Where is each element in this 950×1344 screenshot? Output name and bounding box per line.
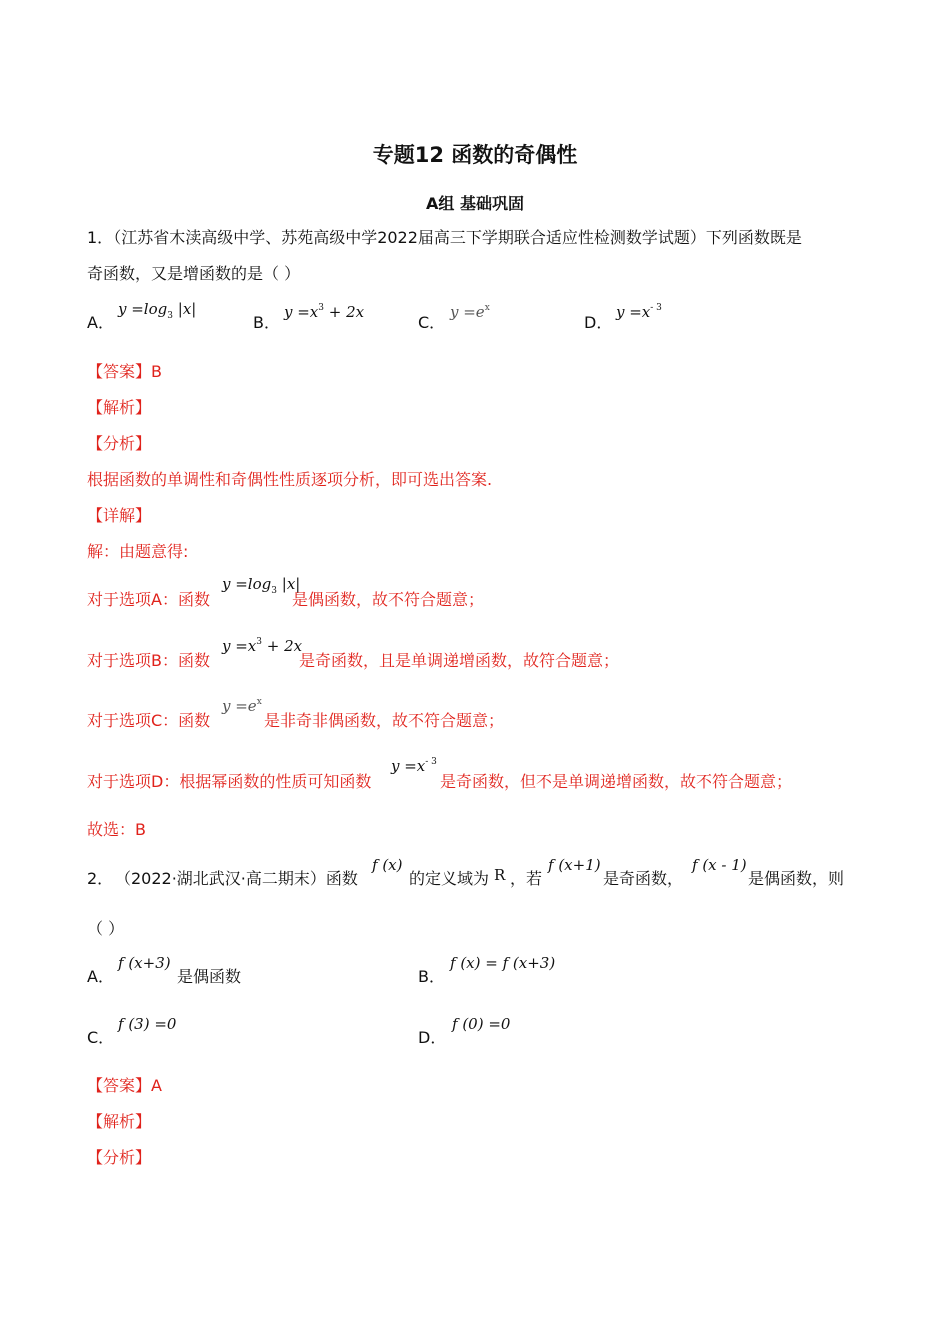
q2-fenxi-heading: 【分析】 bbox=[87, 1148, 152, 1167]
q2-option-a-text: 是偶函数 bbox=[177, 967, 242, 986]
q2-option-a-label: A． bbox=[87, 967, 114, 986]
q2-stem-c: ，若 bbox=[510, 869, 543, 888]
q1-detail-d-math: $y =x^{- 3}$ bbox=[391, 757, 437, 775]
q1-answer: 【答案】B bbox=[87, 362, 162, 381]
q2-math-r: R bbox=[494, 866, 506, 884]
q2-math-fx1: f (x+1) bbox=[548, 856, 601, 874]
q1-solve-intro: 解：由题意得: bbox=[87, 542, 189, 561]
q1-fenxi-heading: 【分析】 bbox=[87, 434, 152, 453]
q2-jiexi-heading: 【解析】 bbox=[87, 1112, 152, 1131]
q1-detail-c-pre: 对于选项C：函数 bbox=[87, 711, 211, 730]
q2-answer: 【答案】A bbox=[87, 1076, 162, 1095]
q1-stem-line2: 奇函数，又是增函数的是（ ） bbox=[87, 264, 301, 283]
q1-option-b-math: $y =x^3 + 2x$ bbox=[284, 303, 365, 321]
q1-detail-c-post: 是非奇非偶函数，故不符合题意； bbox=[264, 711, 505, 730]
page-title: 专题12 函数的奇偶性 bbox=[372, 143, 578, 167]
q2-option-b-math: f (x) = f (x+3) bbox=[450, 954, 556, 972]
q2-stem-b: 的定义域为 bbox=[409, 869, 490, 888]
q1-option-d-math: $y =x^{- 3}$ bbox=[616, 303, 662, 321]
q2-option-a-math: f (x+3) bbox=[118, 954, 171, 972]
q1-option-c-math: $y =e^x$ bbox=[450, 303, 490, 321]
q1-detail-b-pre: 对于选项B：函数 bbox=[87, 651, 210, 670]
q2-stem-a: （2022·湖北武汉·高二期末）函数 bbox=[115, 869, 358, 888]
q1-option-d-label: D． bbox=[584, 313, 613, 332]
q1-detail-a-math: $y =\log_3$ |x| bbox=[222, 575, 301, 596]
q2-option-b-label: B． bbox=[418, 967, 445, 986]
q2-stem-d: 是奇函数， bbox=[603, 869, 684, 888]
q2-option-c-label: C． bbox=[87, 1028, 115, 1047]
section-subtitle: A组 基础巩固 bbox=[426, 194, 524, 213]
q2-option-d-label: D． bbox=[418, 1028, 447, 1047]
q2-option-d-math: f (0) =0 bbox=[452, 1015, 511, 1033]
q1-option-c-label: C． bbox=[418, 313, 446, 332]
q2-math-fxm1: f (x - 1) bbox=[692, 856, 747, 874]
q1-detail-a-post: 是偶函数，故不符合题意； bbox=[292, 590, 485, 609]
q1-analysis-text: 根据函数的单调性和奇偶性性质逐项分析，即可选出答案. bbox=[87, 470, 493, 489]
q1-detail-b-post: 是奇函数，且是单调递增函数，故符合题意； bbox=[299, 651, 620, 670]
q1-detail-a-pre: 对于选项A：函数 bbox=[87, 590, 210, 609]
q2-number: 2． bbox=[87, 869, 114, 888]
q1-option-a-math: $y =\log_3$ |x| bbox=[118, 300, 197, 321]
q1-stem-text: （江苏省木渎高级中学、苏苑高级中学2022届高三下学期联合适应性检测数学试题）下列函数既是 bbox=[113, 228, 802, 247]
q1-option-b-label: B． bbox=[253, 313, 280, 332]
q2-stem-e: 是偶函数，则 bbox=[748, 869, 845, 888]
q1-detail-d-pre: 对于选项D：根据幂函数的性质可知函数 bbox=[87, 772, 372, 791]
q1-option-a-label: A． bbox=[87, 313, 114, 332]
q1-detail-c-math: $y =e^x$ bbox=[222, 697, 262, 715]
q1-detail-b-math: $y =x^3 + 2x$ bbox=[222, 637, 303, 655]
q2-option-c-math: f (3) =0 bbox=[118, 1015, 177, 1033]
q2-math-fx: f (x) bbox=[372, 856, 403, 874]
q1-choose: 故选：B bbox=[87, 820, 146, 839]
q1-stem-line1 bbox=[87, 228, 802, 248]
q1-detail-d-post: 是奇函数，但不是单调递增函数，故不符合题意； bbox=[440, 772, 793, 791]
q1-xiangjie-heading: 【详解】 bbox=[87, 506, 152, 525]
q1-number: 1． bbox=[87, 228, 114, 247]
q1-jiexi-heading: 【解析】 bbox=[87, 398, 152, 417]
q2-blank: （ ） bbox=[87, 919, 125, 938]
